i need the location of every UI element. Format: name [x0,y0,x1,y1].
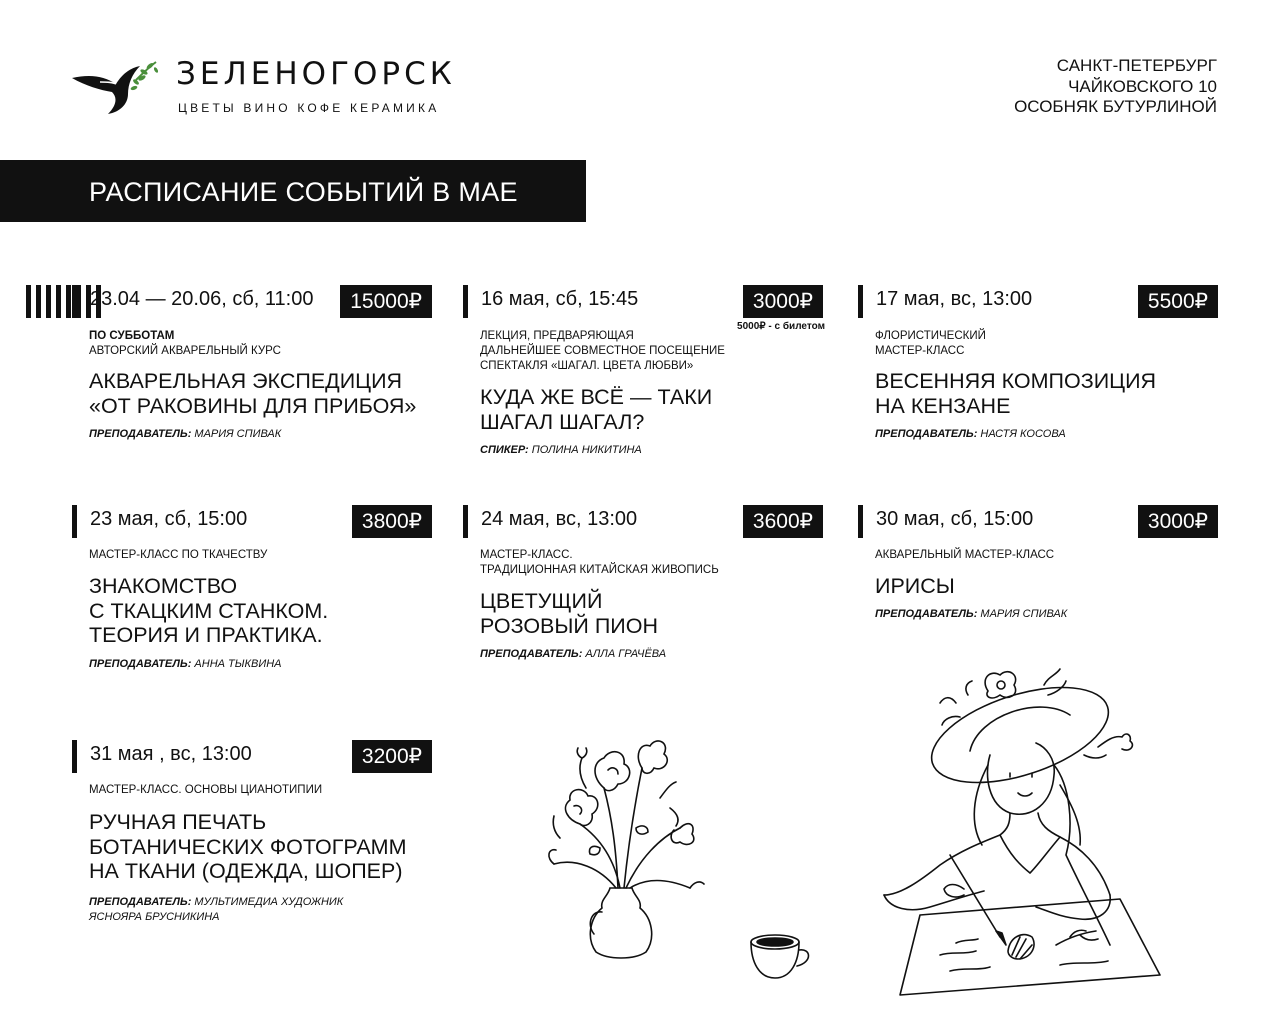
venue-address [1014,56,1217,118]
event-title [89,574,328,648]
event-title [875,574,955,599]
event-title-line: ЗНАКОМСТВО [89,574,238,598]
event-subtitle-line: МАСТЕР-КЛАСС. [480,549,573,561]
event-price: 3600₽ [743,505,823,538]
address-building: ОСОБНЯК БУТУРЛИНОЙ [1014,97,1217,116]
event-title [480,385,712,434]
date-marker [463,505,468,538]
event-subtitle [875,329,986,359]
event-date: 24 мая, вс, 13:00 [481,508,638,530]
event-teacher [875,427,1066,442]
event-title-line: НА КЕНЗАНЕ [875,393,1011,418]
teacher-name: МАРИЯ СПИВАК [194,428,282,440]
date-marker [463,285,468,318]
event-subtitle [480,548,719,578]
event-subtitle-line: ФЛОРИСТИЧЕСКИЙ [875,330,986,342]
event-title-line: ВЕСЕННЯЯ КОМПОЗИЦИЯ [875,369,1157,393]
event-subtitle-line: АКВАРЕЛЬНЫЙ МАСТЕР-КЛАСС [875,549,1055,561]
coffee-cup-illustration [745,928,815,988]
event-title-line: КУДА ЖЕ ВСЁ — ТАКИ [480,385,713,409]
event-price: 3800₽ [352,505,432,538]
event-subtitle [89,329,281,359]
brand-tagline: ЦВЕТЫ ВИНО КОФЕ КЕРАМИКА [178,101,440,115]
event-subtitle-line: ЛЕКЦИЯ, ПРЕДВАРЯЮЩАЯ [480,330,634,342]
event-title-line: «ОТ РАКОВИНЫ ДЛЯ ПРИБОЯ» [89,393,417,418]
event-title-line: НА ТКАНИ (ОДЕЖДА, ШОПЕР) [89,859,403,883]
event-price: 3000₽ [743,285,823,318]
event-price-note: 5000₽ - с билетом [737,321,825,332]
event-teacher [480,647,666,662]
event-title-line: АКВАРЕЛЬНАЯ ЭКСПЕДИЦИЯ [89,369,403,393]
teacher-role-label: ПРЕПОДАВАТЕЛЬ: [89,658,192,670]
event-title [875,369,1156,418]
event-teacher [89,657,281,672]
teacher-role-label: ПРЕПОДАВАТЕЛЬ: [480,648,583,660]
date-marker [858,285,863,318]
event-subtitle [89,548,267,563]
flower-vase-illustration [530,728,710,968]
teacher-name: ЯСНОЯРА БРУСНИКИНА [89,911,220,923]
event-title [89,810,406,884]
event-subtitle-line: МАСТЕР-КЛАСС ПО ТКАЧЕСТВУ [89,549,268,561]
swallow-icon [70,60,160,118]
date-marker [72,740,77,773]
event-date: 23.04 — 20.06, сб, 11:00 [90,288,314,310]
event-title-line: С ТКАЦКИМ СТАНКОМ. [89,598,329,623]
event-date: 16 мая, сб, 15:45 [481,288,639,310]
woman-painting-illustration [860,655,1180,1005]
event-teacher [89,427,281,442]
teacher-name: НАСТЯ КОСОВА [980,428,1066,440]
event-teacher [875,607,1067,622]
event-subtitle-line: СПЕКТАКЛЯ «ШАГАЛ. ЦВЕТА ЛЮБВИ» [480,360,694,372]
event-price: 3200₽ [352,740,432,773]
teacher-name: МУЛЬТИМЕДИА ХУДОЖНИК [194,896,344,908]
event-subtitle-line: МАСТЕР-КЛАСС. ОСНОВЫ ЦИАНОТИПИИ [89,784,323,796]
teacher-role-label: ПРЕПОДАВАТЕЛЬ: [875,608,978,620]
event-price: 3000₽ [1138,505,1218,538]
event-subtitle [89,783,322,798]
teacher-name: АЛЛА ГРАЧЁВА [585,648,667,660]
address-city: САНКТ-ПЕТЕРБУРГ [1056,56,1217,75]
date-marker [72,505,77,538]
teacher-role-label: ПРЕПОДАВАТЕЛЬ: [89,896,192,908]
event-title-line: РОЗОВЫЙ ПИОН [480,613,659,638]
event-date: 30 мая, сб, 15:00 [876,508,1034,530]
event-title [480,589,658,638]
event-title-line: РУЧНАЯ ПЕЧАТЬ [89,810,267,834]
address-street: ЧАЙКОВСКОГО 10 [1068,76,1217,96]
event-schedule-note: ПО СУББОТАМ [89,330,175,342]
teacher-name: МАРИЯ СПИВАК [980,608,1068,620]
event-title-line: БОТАНИЧЕСКИХ ФОТОГРАММ [89,834,407,859]
event-subtitle-line: МАСТЕР-КЛАСС [875,345,965,357]
event-date: 23 мая, сб, 15:00 [90,508,248,530]
event-price: 15000₽ [340,285,432,318]
teacher-role-label: ПРЕПОДАВАТЕЛЬ: [89,428,192,440]
event-title-line: ТЕОРИЯ И ПРАКТИКА. [89,623,323,647]
event-date: 31 мая , вс, 13:00 [90,743,252,765]
date-marker [858,505,863,538]
brand-name: ЗЕЛЕНОГОРСК [176,56,456,92]
event-date: 17 мая, вс, 13:00 [876,288,1033,310]
speaker-name: ПОЛИНА НИКИТИНА [531,444,642,456]
date-marker [72,285,77,318]
event-subtitle-line: ТРАДИЦИОННАЯ КИТАЙСКАЯ ЖИВОПИСЬ [480,564,719,576]
page-title: РАСПИСАНИЕ СОБЫТИЙ В МАЕ [89,177,518,207]
event-title-line: ИРИСЫ [875,574,955,598]
event-subtitle-line: ДАЛЬНЕЙШЕЕ СОВМЕСТНОЕ ПОСЕЩЕНИЕ [480,345,725,357]
event-teacher [89,895,343,925]
teacher-name: АННА ТЫКВИНА [194,658,282,670]
event-subtitle [875,548,1054,563]
event-title-line: ЦВЕТУЩИЙ [480,589,603,613]
event-subtitle-line: АВТОРСКИЙ АКВАРЕЛЬНЫЙ КУРС [89,345,281,357]
teacher-role-label: ПРЕПОДАВАТЕЛЬ: [875,428,978,440]
event-price: 5500₽ [1138,285,1218,318]
event-title [89,369,416,418]
event-subtitle [480,329,725,374]
brand-logo [70,56,490,120]
schedule-banner [0,160,586,222]
event-speaker [480,443,642,458]
event-title-line: ШАГАЛ ШАГАЛ? [480,409,645,434]
speaker-role-label: СПИКЕР: [480,444,529,456]
